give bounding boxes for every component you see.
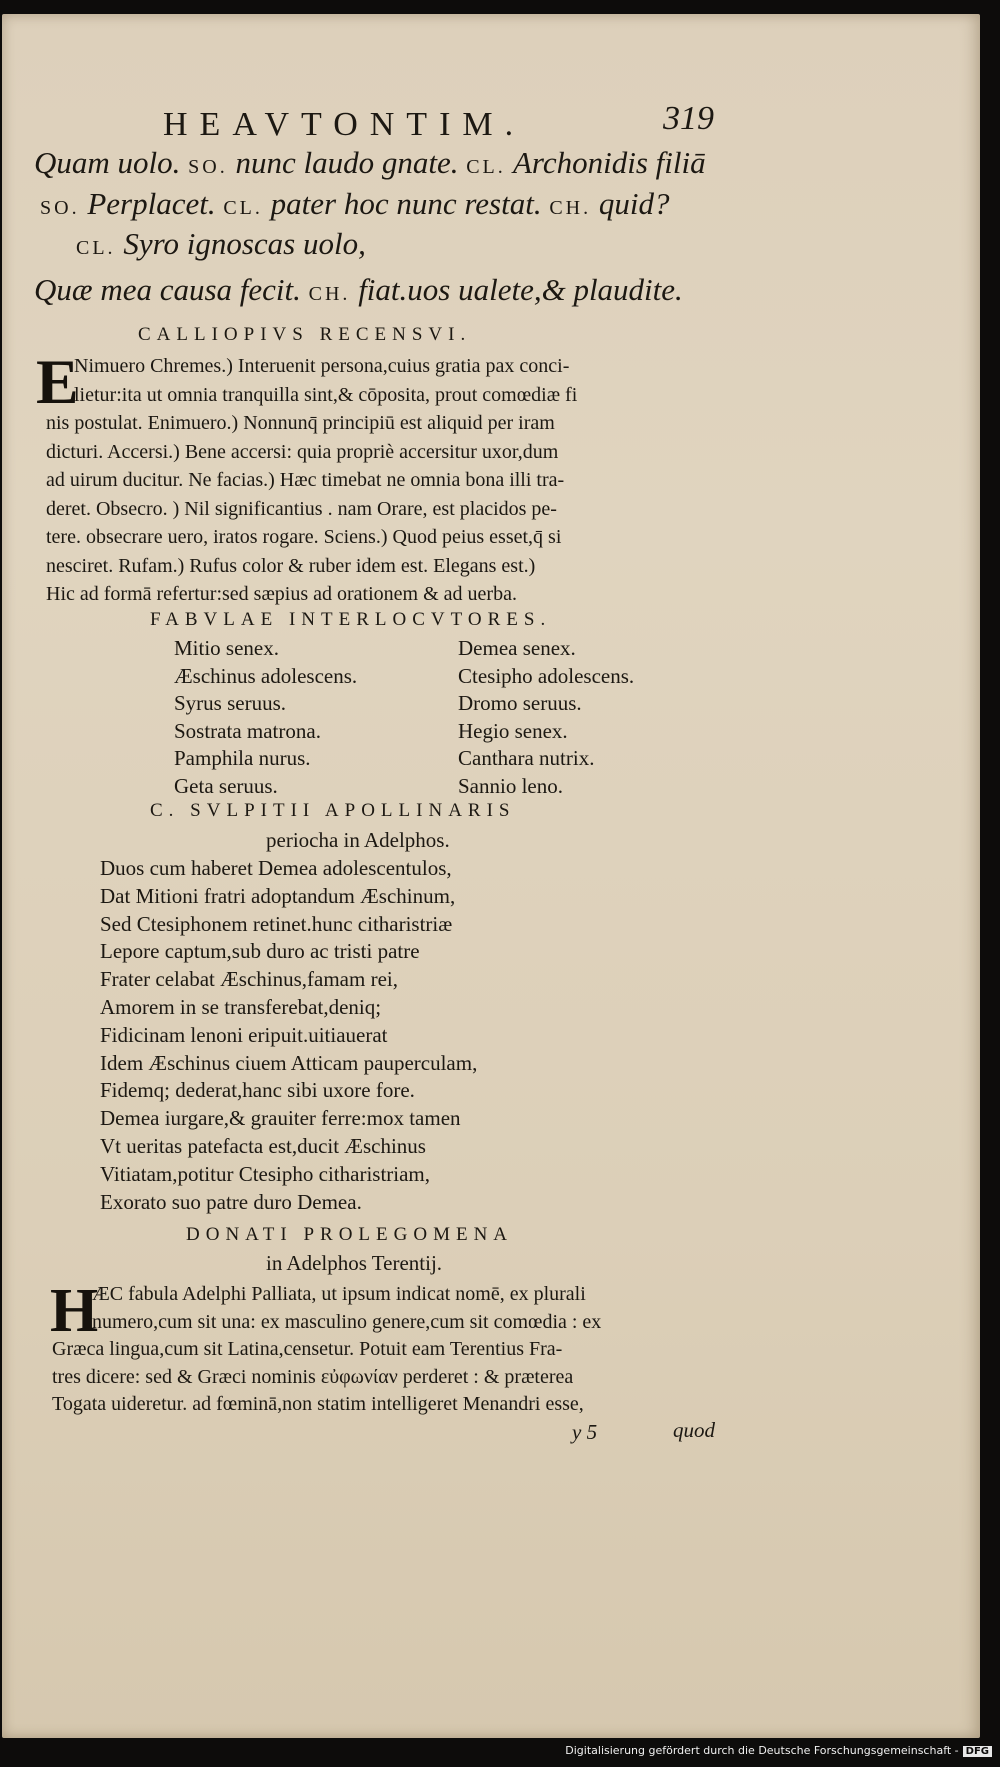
cast-line: Dromo seruus.	[458, 691, 582, 715]
digitization-credit	[565, 1744, 992, 1757]
cast-line: Geta seruus.	[174, 773, 278, 798]
speaker-tag: SO.	[40, 197, 80, 219]
comm-line: dicturi. Accersi.) Bene accersi: quia propriè accersitur uxor,dum	[46, 440, 559, 463]
perioch-line: Sed Ctesiphonem retinet.hunc citharistriæ	[100, 911, 453, 936]
verse-text: Perplacet.	[87, 186, 216, 221]
comm-line: tere. obsecrare uero, iratos rogare. Sciens.) Quod peius esset,q̄ si	[46, 526, 562, 548]
prol-line: tres dicere: sed & Græci nominis εὐφωνίαν perderet : & præterea	[52, 1365, 574, 1388]
drop-cap-h: H	[50, 1277, 99, 1345]
perioch-line: Amorem in se transferebat,deniq;	[100, 995, 382, 1019]
perioch-line: Exorato suo patre duro Demea.	[100, 1189, 362, 1214]
interlocutores-heading: FABVLAE INTERLOCVTORES.	[150, 609, 552, 630]
calliopius-heading: CALLIOPIVS RECENSVI.	[138, 324, 472, 345]
comm-line: nesciret. Rufam.) Rufus color & ruber idem est. Elegans est.)	[46, 554, 536, 577]
cast-line: Demea senex.	[458, 636, 576, 660]
prol-line: ÆC fabula Adelphi Palliata, ut ipsum indicat nomē, ex plurali	[92, 1283, 586, 1305]
credit-text: Digitalisierung gefördert durch die Deutsche Forschungsgemeinschaft -	[565, 1744, 959, 1757]
cast-line: Canthara nutrix.	[458, 746, 595, 770]
verse-text: Syro ignoscas uolo,	[123, 226, 366, 261]
verse-line-2	[40, 186, 670, 222]
verse-text: Quam uolo.	[34, 145, 181, 180]
comm-line: lietur:ita ut omnia tranquilla sint,& cōposita, prout comœdiæ fi	[74, 383, 578, 406]
periocha-subtitle: periocha in Adelphos.	[266, 828, 450, 852]
speaker-tag: CL.	[76, 237, 116, 259]
cast-line: Syrus seruus.	[174, 691, 287, 715]
comm-line: Nimuero Chremes.) Interuenit persona,cuius gratia pax conci-	[74, 355, 570, 377]
cast-line: Ctesipho adolescens.	[458, 663, 635, 688]
verse-text: pater hoc nunc restat.	[270, 186, 542, 221]
verse-line-4	[34, 272, 683, 308]
perioch-line: Fidicinam lenoni eripuit.uitiauerat	[100, 1022, 388, 1047]
cast-line: Sostrata matrona.	[174, 718, 321, 743]
speaker-tag: CL.	[223, 197, 263, 219]
verse-line-3	[76, 226, 366, 262]
comm-line: deret. Obsecro. ) Nil significantius . nam Orare, est placidos pe-	[46, 497, 557, 520]
verse-text: Archonidis filiā	[512, 145, 706, 180]
comm-line: ad uirum ducitur. Ne facias.) Hæc timebat ne omnia bona illi tra-	[46, 469, 565, 491]
perioch-line: Lepore captum,sub duro ac tristi patre	[100, 939, 420, 964]
cast-line: Mitio senex.	[174, 636, 279, 660]
running-title: HEAVTONTIM.	[163, 106, 526, 143]
speaker-tag: CH.	[549, 197, 592, 219]
verse-text: quid?	[598, 186, 670, 221]
periocha-heading: C. SVLPITII APOLLINARIS	[150, 800, 516, 821]
drop-cap-e: E	[36, 346, 79, 417]
donati-heading: DONATI PROLEGOMENA	[186, 1224, 514, 1245]
speaker-tag: CH.	[308, 283, 351, 305]
perioch-line: Vitiatam,potitur Ctesipho citharistriam,	[100, 1161, 431, 1186]
signature-mark: y 5	[572, 1420, 598, 1444]
perioch-line: Fidemq; dederat,hanc sibi uxore fore.	[100, 1078, 415, 1103]
dfg-logo: DFG	[963, 1746, 992, 1757]
perioch-line: Demea iurgare,& grauiter ferre:mox tamen	[100, 1106, 461, 1131]
verse-text: nunc laudo gnate.	[235, 145, 459, 180]
cast-line: Hegio senex.	[458, 718, 568, 743]
cast-line: Pamphila nurus.	[174, 746, 311, 770]
perioch-line: Duos cum haberet Demea adolescentulos,	[100, 856, 452, 880]
prol-line: numero,cum sit una: ex masculino genere,cum sit comœdia : ex	[92, 1310, 602, 1333]
cast-line: Æschinus adolescens.	[174, 663, 358, 688]
cast-line: Sannio leno.	[458, 773, 563, 798]
donati-subtitle: in Adelphos Terentij.	[266, 1251, 443, 1275]
verse-line-1	[34, 145, 706, 181]
catchword: quod	[673, 1418, 715, 1442]
prol-line: Togata uideretur. ad fœminā,non statim intelligeret Menandri esse,	[52, 1393, 584, 1415]
perioch-line: Idem Æschinus ciuem Atticam pauperculam,	[100, 1050, 478, 1075]
comm-line: nis postulat. Enimuero.) Nonnunq̄ principiū est aliquid per iram	[46, 412, 555, 434]
prol-line: Græca lingua,cum sit Latina,censetur. Potuit eam Terentius Fra-	[52, 1338, 563, 1360]
speaker-tag: CL.	[466, 156, 506, 178]
comm-line: Hic ad formā refertur:sed sæpius ad orationem & ad uerba.	[46, 583, 517, 605]
perioch-line: Dat Mitioni fratri adoptandum Æschinum,	[100, 883, 456, 908]
folio-number: 319	[663, 100, 714, 137]
speaker-tag: SO.	[188, 156, 228, 178]
perioch-line: Vt ueritas patefacta est,ducit Æschinus	[100, 1134, 426, 1158]
verse-text: fiat.uos ualete,& plaudite.	[358, 272, 683, 307]
perioch-line: Frater celabat Æschinus,famam rei,	[100, 967, 398, 992]
verse-text: Quæ mea causa fecit.	[34, 272, 301, 307]
